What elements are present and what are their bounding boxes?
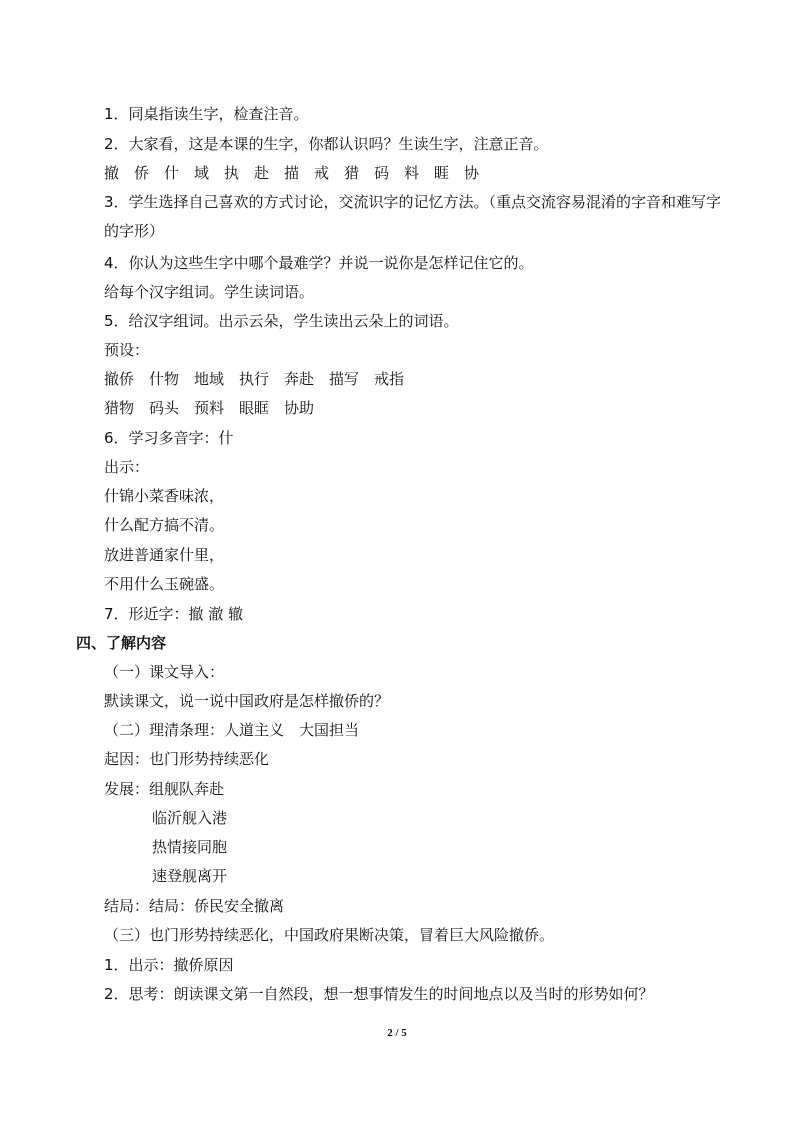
text-line-wrapped: 3．学生选择自己喜欢的方式讨论，交流识字的记忆方法。（重点交流容易混淆的字音和难写字的字形） bbox=[104, 193, 722, 240]
poem-line: 放进普通家什里， bbox=[104, 546, 225, 564]
text-line: 1．同桌指读生字，检查注音。 bbox=[104, 105, 309, 123]
text-line: 2．大家看，这是本课的生字，你都认识吗？生读生字，注意正音。 bbox=[104, 135, 549, 153]
section-heading: 四、了解内容 bbox=[76, 634, 167, 652]
text-line: 2．思考：朗读课文第一自然段，想一想事情发生的时间地点以及当时的形势如何？ bbox=[104, 985, 654, 1003]
text-line: （二）理清条理：人道主义 大国担当 bbox=[104, 721, 360, 739]
text-line: （三）也门形势持续恶化，中国政府果断决策，冒着巨大风险撤侨。 bbox=[104, 926, 555, 944]
word-list: 撤侨 什物 地域 执行 奔赴 描写 戒指 bbox=[104, 370, 405, 388]
text-line: 给每个汉字组词。学生读词语。 bbox=[104, 283, 315, 301]
poem-line: 什么配方搞不清。 bbox=[104, 516, 225, 534]
text-line: 发展：组舰队奔赴 bbox=[104, 780, 225, 798]
text-line-indented: 热情接同胞 bbox=[152, 838, 228, 856]
text-line: 4．你认为这些生字中哪个最难学？并说一说你是怎样记住它的。 bbox=[104, 254, 534, 272]
text-line: 1．出示：撤侨原因 bbox=[104, 956, 234, 974]
poem-line: 什锦小菜香味浓， bbox=[104, 487, 225, 505]
text-line: 出示： bbox=[104, 458, 150, 476]
character-list: 撤 侨 什 域 执 赴 描 戒 猎 码 料 睚 协 bbox=[104, 164, 480, 182]
text-line: 结局：结局：侨民安全撤离 bbox=[104, 897, 285, 915]
text-line: 6．学习多音字：什 bbox=[104, 429, 234, 447]
text-line: 起因：也门形势持续恶化 bbox=[104, 750, 270, 768]
text-line-indented: 临沂舰入港 bbox=[152, 809, 228, 827]
poem-line: 不用什么玉碗盛。 bbox=[104, 575, 225, 593]
word-list: 猎物 码头 预料 眼眶 协助 bbox=[104, 399, 315, 417]
text-line: （一）课文导入： bbox=[104, 663, 225, 681]
text-line: 5．给汉字组词。出示云朵，学生读出云朵上的词语。 bbox=[104, 312, 459, 330]
page-number: 2 / 5 bbox=[387, 1027, 407, 1039]
text-line: 预设： bbox=[104, 341, 150, 359]
text-line: 默读课文，说一说中国政府是怎样撤侨的？ bbox=[104, 692, 390, 710]
text-line-indented: 速登舰离开 bbox=[152, 867, 228, 885]
text-line: 7．形近字：撤 澈 辙 bbox=[104, 605, 244, 623]
